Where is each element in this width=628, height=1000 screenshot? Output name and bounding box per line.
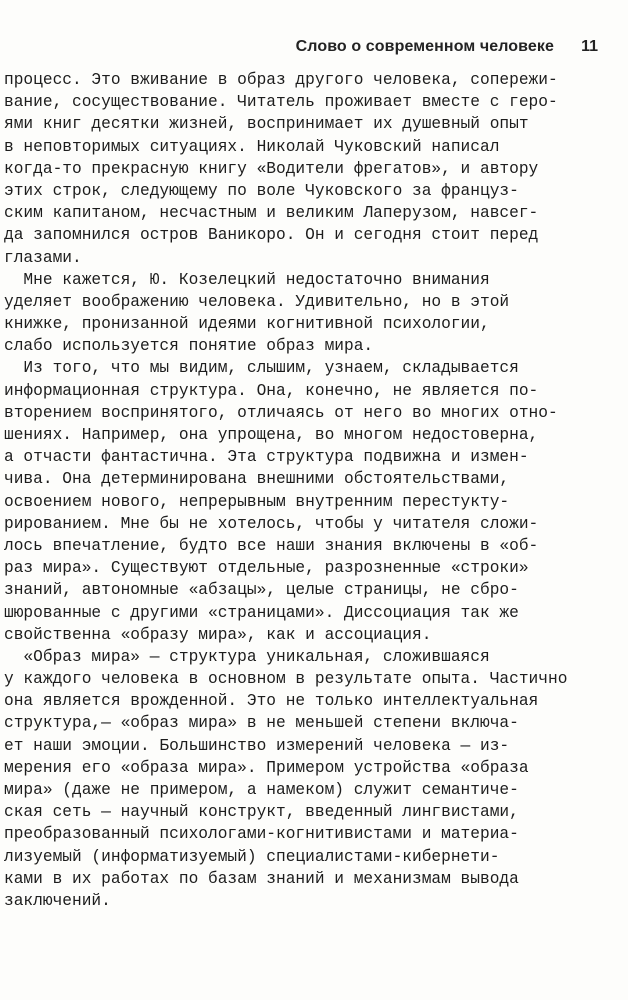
- text-line: а отчасти фантастична. Эта структура подвижна и измен-: [4, 448, 529, 467]
- text-line: шениях. Например, она упрощена, во многом недостоверна,: [4, 426, 539, 444]
- text-line: ская сеть — научный конструкт, введенный лингвистами,: [4, 803, 519, 822]
- text-line: Мне кажется, Ю. Козелецкий недостаточно внимания: [4, 270, 490, 289]
- text-line: преобразованный психологами-когнитивистами и материа-: [4, 825, 519, 844]
- text-line: слабо используется понятие образ мира.: [4, 337, 374, 356]
- text-line: рированием. Мне бы не хотелось, чтобы у читателя сложи-: [4, 514, 539, 533]
- text-line: знаний, автономные «абзацы», целые страницы, не сбро-: [4, 581, 519, 600]
- text-line: этих строк, следующему по воле Чуковского за француз-: [4, 181, 519, 200]
- text-line: вторением воспринятого, отличаясь от него во многих отно-: [4, 403, 558, 422]
- text-line: мира» (даже не примером, а намеком) служит семантиче-: [4, 781, 519, 799]
- text-line: чива. Она детерминирована внешними обстоятельствами,: [4, 470, 510, 489]
- text-line: свойственна «образу мира», как и ассоциация.: [4, 625, 432, 644]
- running-title: Слово о современном человеке: [295, 38, 554, 55]
- text-line: книжке, пронизанной идеями когнитивной психологии,: [4, 315, 490, 334]
- text-line: мерения его «образа мира». Примером устройства «образа: [4, 758, 529, 777]
- body-text: [4, 69, 597, 912]
- text-line: шюрованные с другими «страницами». Диссоциация так же: [4, 603, 519, 622]
- text-line: да запомнился остров Ваникоро. Он и сегодня стоит перед: [4, 226, 539, 245]
- text-line: структура,— «образ мира» в не меньшей степени включа-: [4, 714, 519, 733]
- text-line: раз мира». Существуют отдельные, разрозненные «строки»: [4, 559, 529, 578]
- text-line: лось впечатление, будто все наши знания включены в «об-: [4, 536, 539, 555]
- text-line: глазами.: [4, 248, 82, 267]
- text-line: лизуемый (информатизуемый) специалистами-кибернети-: [4, 847, 500, 866]
- text-line: информационная структура. Она, конечно, не является по-: [4, 381, 539, 400]
- text-line: освоением нового, непрерывным внутренним перестукту-: [4, 492, 510, 511]
- text-line: ями книг десятки жизней, воспринимает их душевный опыт: [4, 115, 529, 134]
- text-line: ет наши эмоции. Большинство измерений человека — из-: [4, 736, 510, 755]
- text-line: у каждого человека в основном в результате опыта. Частично: [4, 670, 568, 689]
- text-line: когда-то прекрасную книгу «Водители фрегатов», и автору: [4, 159, 539, 178]
- text-line: ками в их работах по базам знаний и механизмам вывода: [4, 869, 519, 888]
- text-line: Из того, что мы видим, слышим, узнаем, складывается: [4, 359, 519, 378]
- text-line: заключений.: [4, 891, 111, 910]
- text-line: в неповторимых ситуациях. Николай Чуковский написал: [4, 137, 500, 156]
- text-line: ским капитаном, несчастным и великим Лаперузом, навсег-: [4, 204, 539, 223]
- running-header: [0, 38, 628, 62]
- page-number: 11: [581, 38, 598, 55]
- text-line: уделяет воображению человека. Удивительно, но в этой: [4, 292, 510, 311]
- text-line: вание, сосуществование. Читатель проживает вместе с геро-: [4, 93, 558, 112]
- text-line: «Образ мира» — структура уникальная, сложившаяся: [4, 647, 490, 666]
- text-line: она является врожденной. Это не только интеллектуальная: [4, 692, 539, 711]
- text-line: процесс. Это вживание в образ другого человека, сопережи-: [4, 71, 558, 89]
